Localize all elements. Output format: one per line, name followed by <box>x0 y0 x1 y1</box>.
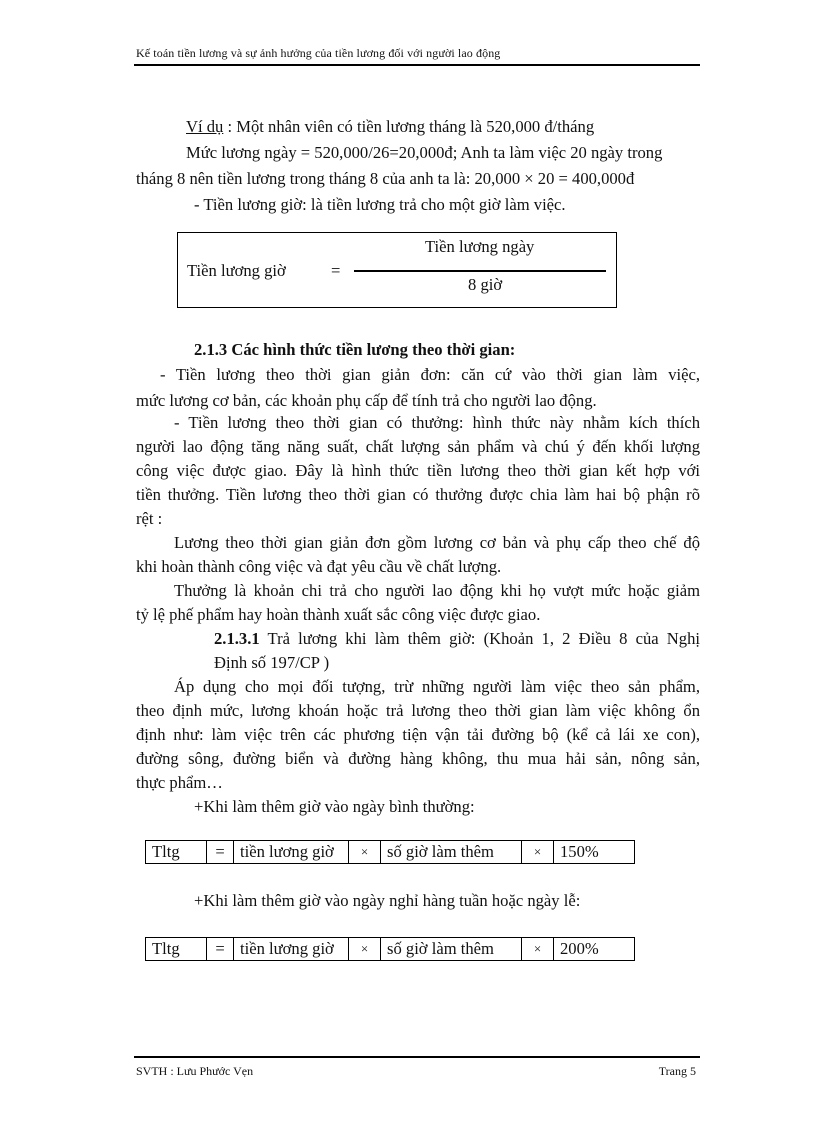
section-p4-line-1: Thưởng là khoản chi trả cho người lao động khi họ vượt mức hoặc giảm <box>174 581 700 600</box>
header-rule <box>134 64 700 66</box>
example-line-4: - Tiền lương giờ: là tiền lương trả cho một giờ làm việc. <box>194 195 566 214</box>
subsection-title-line-2: Định số 197/CP ) <box>214 653 330 672</box>
table-cell: 200% <box>554 938 635 961</box>
section-p2-line-3: công việc được giao. Đây là hình thức tiền lương theo thời gian kết hợp với <box>136 461 700 480</box>
section-p2-line-4: tiền thưởng. Tiền lương theo thời gian có thưởng được chia làm hai bộ phận rõ <box>136 485 700 504</box>
hourly-wage-formula <box>177 232 617 308</box>
formula-numerator: Tiền lương ngày <box>425 237 535 256</box>
footer-author: SVTH : Lưu Phước Vẹn <box>136 1064 254 1078</box>
subsection-p-line-3: định như: làm việc trên các phương tiện vận tải đường bộ (kể cả lái xe con), <box>136 725 700 744</box>
page-header-title: Kế toán tiền lương và sự ảnh hưởng của tiền lương đối với người lao động <box>136 46 501 60</box>
fraction-bar <box>354 270 606 272</box>
table-cell: = <box>207 841 234 864</box>
section-p4-line-2: tỷ lệ phế phẩm hay hoàn thành xuất sắc công việc được giao. <box>136 605 541 624</box>
example-line-2: Mức lương ngày = 520,000/26=20,000đ; Anh ta làm việc 20 ngày trong <box>186 143 663 162</box>
footer-rule <box>134 1056 700 1058</box>
holiday-label: +Khi làm thêm giờ vào ngày nghỉ hàng tuần hoặc ngày lễ: <box>194 891 581 910</box>
example-label: Ví dụ <box>186 117 224 136</box>
subsection-p-line-1: Áp dụng cho mọi đối tượng, trừ những người làm việc theo sản phẩm, <box>174 677 700 696</box>
section-heading: 2.1.3 Các hình thức tiền lương theo thời gian: <box>194 340 516 359</box>
subsection-title-line-1: 2.1.3.1 Trả lương khi làm thêm giờ: (Khoản 1, 2 Điều 8 của Nghị <box>214 629 700 648</box>
table-cell: tiền lương giờ <box>234 841 349 864</box>
table-row <box>146 938 635 961</box>
example-line-1: Ví dụ : Một nhân viên có tiền lương tháng là 520,000 đ/tháng <box>186 117 595 136</box>
subsection-p-line-4: đường sông, đường biển và đường hàng không, thu mua hải sản, nông sản, <box>136 749 700 768</box>
page-number: Trang 5 <box>658 1064 696 1078</box>
example-line-3: tháng 8 nên tiền lương trong tháng 8 của anh ta là: 20,000 × 20 = 400,000đ <box>136 169 635 188</box>
table-cell: = <box>207 938 234 961</box>
table-cell: × <box>349 841 381 864</box>
table-cell: Tltg <box>146 841 207 864</box>
subsection-p-line-2: theo định mức, lương khoán hoặc trả lương theo thời gian làm việc không ổn <box>136 701 700 720</box>
table-cell: × <box>349 938 381 961</box>
section-p3-line-1: Lương theo thời gian giản đơn gồm lương cơ bản và phụ cấp theo chế độ <box>174 533 700 552</box>
formula-equals: = <box>331 261 341 280</box>
section-p2-line-1: - Tiền lương theo thời gian có thưởng: hình thức này nhằm kích thích <box>174 413 700 432</box>
section-p2-line-2: người lao động tăng năng suất, chất lượng sản phẩm và chú ý đến khối lượng <box>136 437 700 456</box>
table-cell: × <box>522 938 554 961</box>
table-cell: số giờ làm thêm <box>381 938 522 961</box>
subsection-p-line-5: thực phẩm… <box>136 773 223 792</box>
table-cell: × <box>522 841 554 864</box>
table-row <box>146 841 635 864</box>
subsection-number: 2.1.3.1 <box>214 629 260 648</box>
table-cell: số giờ làm thêm <box>381 841 522 864</box>
section-p2-line-5: rệt : <box>136 509 163 528</box>
table-cell: 150% <box>554 841 635 864</box>
overtime-holiday-formula-table <box>145 937 635 961</box>
table-cell: tiền lương giờ <box>234 938 349 961</box>
normal-day-label: +Khi làm thêm giờ vào ngày bình thường: <box>194 797 475 816</box>
section-p1-line-2: mức lương cơ bản, các khoản phụ cấp để tính trả cho người lao động. <box>136 391 597 410</box>
formula-denominator: 8 giờ <box>468 275 503 294</box>
formula-lhs: Tiền lương giờ <box>187 261 286 280</box>
table-cell: Tltg <box>146 938 207 961</box>
section-p1-line-1: - Tiền lương theo thời gian giản đơn: căn cứ vào thời gian làm việc, <box>160 365 700 384</box>
section-p3-line-2: khi hoàn thành công việc và đạt yêu cầu về chất lượng. <box>136 557 502 576</box>
overtime-normal-formula-table <box>145 840 635 864</box>
